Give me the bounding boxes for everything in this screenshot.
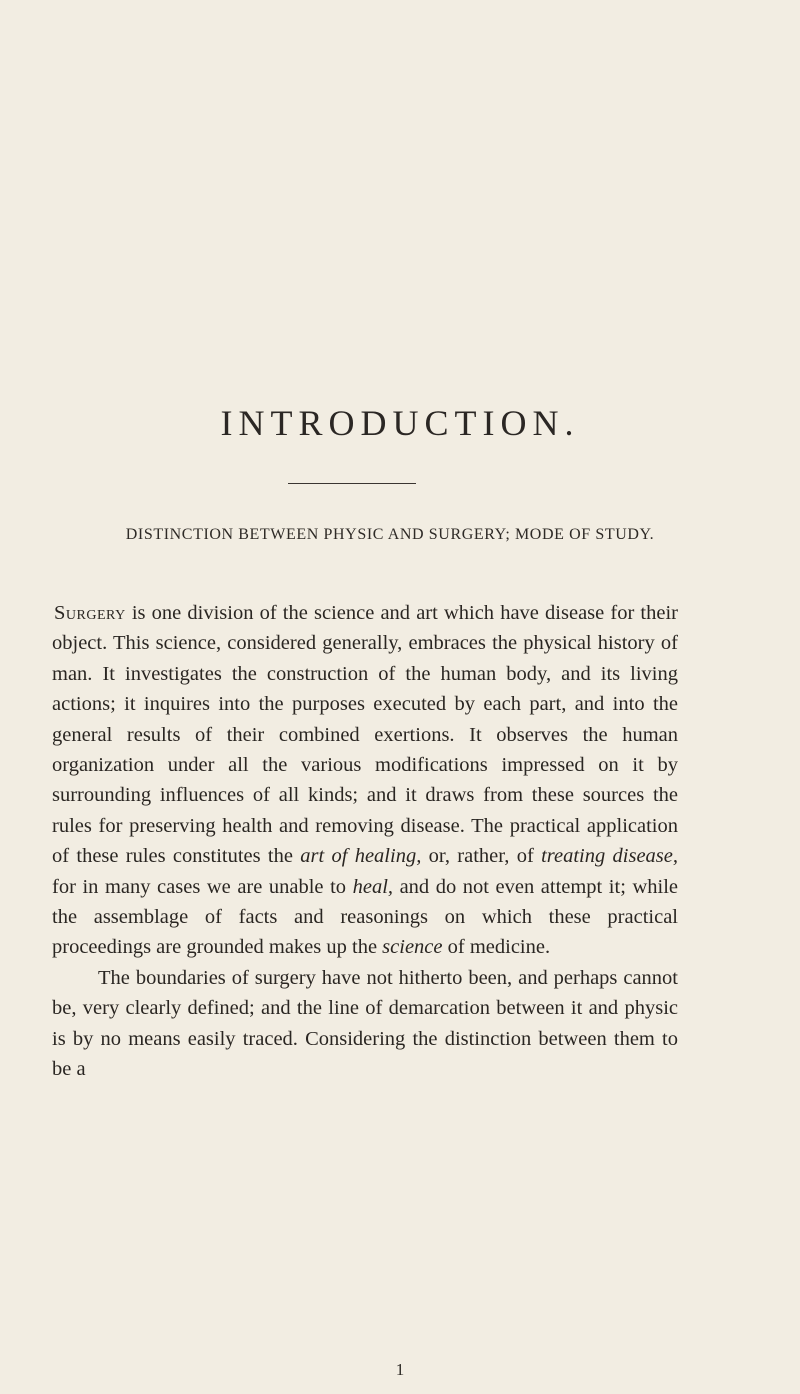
paragraph-1-text-a: is one division of the science and art which have disease for their object. This science, considered generally, embraces the physical history of man. It investigates the construction of the human body, and its living actions; it inquires into the purposes executed by each part, and into the general results of their combined exertions. It observes the human organization under all the various modifications impressed on it by surrounding influences of all kinds; and it draws from these sources the rules for preserving health and removing disease. The practical application of these rules constitutes the: [52, 602, 678, 868]
page-number: 1: [395, 1360, 405, 1379]
italic-word-heal: heal,: [352, 875, 394, 898]
italic-phrase-treating-disease: treating disease,: [541, 845, 678, 868]
paragraph-1-text-c: for in many cases we are unable to: [52, 875, 353, 898]
paragraph-1: [52, 598, 678, 963]
page-title: INTRODUCTION.: [220, 403, 580, 443]
paragraph-1-text-b: or, rather, of: [421, 845, 542, 868]
paragraph-1-text-e: of medicine.: [442, 936, 551, 959]
title-divider: [288, 483, 416, 484]
paragraph-1-text-d: and do not even attempt it; while the assemblage of facts and reasonings on which these practical proceedings are grounded makes up the: [52, 875, 678, 959]
body-text: [52, 598, 678, 1085]
italic-phrase-art-of-healing: art of healing,: [300, 845, 422, 868]
chapter-subheading: DISTINCTION BETWEEN PHYSIC AND SURGERY; MODE OF STUDY.: [125, 526, 655, 543]
italic-word-science: science: [382, 936, 443, 959]
lead-word: Surgery: [54, 602, 126, 624]
paragraph-2: The boundaries of surgery have not hitherto been, and perhaps cannot be, very clearly defined; and the line of demarcation between it and physic is by no means easily traced. Considering the distinction between them to be a: [52, 966, 678, 1081]
